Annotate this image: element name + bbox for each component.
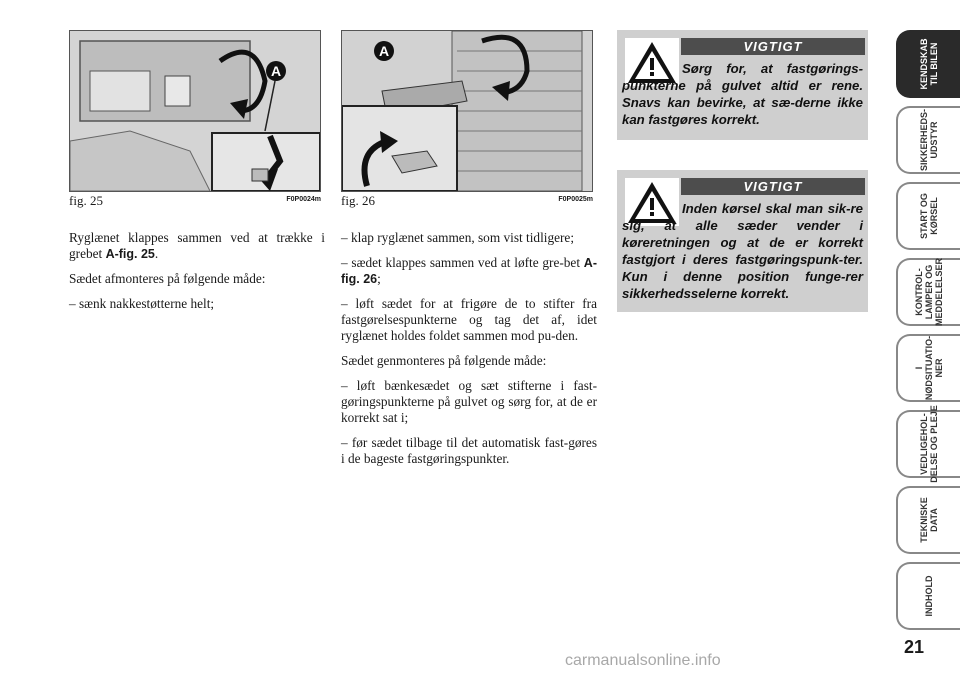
figure-reference: A-fig. 26 — [341, 256, 597, 286]
tab-vedligeholdelse[interactable]: VEDLIGEHOL- DELSE OG PLEJE — [896, 410, 960, 478]
warning-box-2 — [617, 170, 868, 312]
list-item: – før sædet tilbage til det automatisk fast-gøres i de bageste fastgøringspunkter. — [341, 435, 597, 466]
list-item: – løft bænkesædet og sæt stifterne i fast-gøringspunkterne på gulvet og sørg for, at de er korrekt sat i; — [341, 378, 597, 425]
page-number: 21 — [903, 637, 924, 657]
tab-sikkerhedsudstyr[interactable]: SIKKERHEDS- UDSTYR — [896, 106, 960, 174]
list-item: – sænk nakkestøtterne helt; — [69, 296, 215, 311]
warning-box-1 — [617, 30, 868, 140]
tab-indhold[interactable]: INDHOLD — [896, 562, 960, 630]
paragraph: Sædet afmonteres på følgende måde: — [69, 271, 266, 286]
text-column-1 — [69, 230, 325, 321]
figure-26-marker: A — [374, 41, 394, 61]
warning-title: VIGTIGT — [681, 178, 865, 195]
tab-nodsituationer[interactable]: I NØDSITUATIO- NER — [896, 334, 960, 402]
figure-26-label: fig. 26 — [341, 193, 375, 208]
list-item: – løft sædet for at frigøre de to stifter fra fastgørelsespunkterne og tag det af, idet ryglænet holdes foldet sammen mod pu-den. — [341, 296, 597, 343]
tab-tekniske-data[interactable]: TEKNISKE DATA — [896, 486, 960, 554]
list-item: – sædet klappes sammen ved at løfte gre-bet A-fig. 26; — [341, 255, 597, 286]
figure-reference: A-fig. 25 — [105, 247, 155, 261]
figure-25-caption — [69, 193, 321, 209]
warning-text: Sørg for, at fastgørings-punkterne på gulvet altid er rene. Snavs kan bevirke, at sæ-derne ikke kan fastgøres korrekt. — [622, 61, 863, 127]
tab-kendskab-til-bilen[interactable]: KENDSKAB TIL BILEN — [896, 30, 960, 98]
tab-kontrollamper[interactable]: KONTROL- LAMPER OG MEDDELELSER — [896, 258, 960, 326]
paragraph: Ryglænet klappes sammen ved at trække i grebet A-fig. 25. — [69, 230, 325, 261]
figure-25-label: fig. 25 — [69, 193, 103, 208]
warning-title: VIGTIGT — [681, 38, 865, 55]
watermark: carmanualsonline.info — [565, 652, 721, 669]
figure-25-code: F0P0024m — [286, 196, 321, 203]
figure-25-image — [69, 30, 321, 192]
figure-26-caption — [341, 193, 593, 209]
tab-start-og-korsel[interactable]: START OG KØRSEL — [896, 182, 960, 250]
figure-25-marker: A — [266, 61, 286, 81]
paragraph: Sædet genmonteres på følgende måde: — [341, 353, 547, 368]
figure-26-image — [341, 30, 593, 192]
list-item: – klap ryglænet sammen, som vist tidligere; — [341, 230, 575, 245]
warning-text: Inden kørsel skal man sik-re sig, at alle sæder vender i køreretningen og at de er korrekt fastgjort i deres fastgøringspunk-ter. Kun i denne position funge-rer sikkerhedsselerne korrekt. — [622, 201, 863, 301]
text-column-2 — [341, 230, 597, 476]
figure-26-code: F0P0025m — [558, 196, 593, 203]
